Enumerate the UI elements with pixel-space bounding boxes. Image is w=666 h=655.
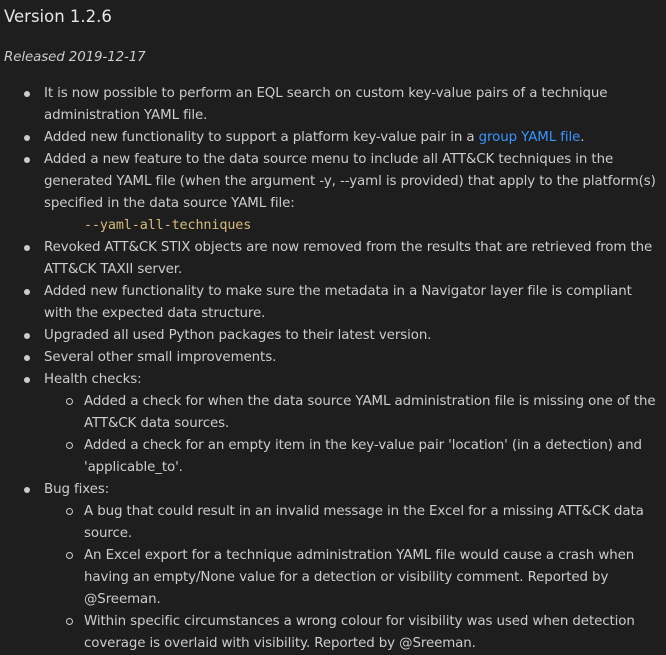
list-item bbox=[44, 237, 662, 281]
sublist-item bbox=[84, 545, 662, 611]
list-item bbox=[44, 149, 662, 237]
list-item-text-end: . bbox=[580, 130, 585, 145]
sublist-item-text: Added a check for when the data source YAML administration file is missing one of the ATT&CK data sources. bbox=[84, 394, 656, 431]
sublist-item-text: A bug that could result in an invalid message in the Excel for a missing ATT&CK data source. bbox=[84, 504, 644, 541]
list-item bbox=[44, 347, 662, 369]
list-item-text: Upgraded all used Python packages to their latest version. bbox=[44, 328, 432, 343]
list-item bbox=[44, 83, 662, 127]
group-yaml-file-link[interactable]: group YAML file bbox=[478, 130, 581, 145]
list-item-text: Added new functionality to support a platform key-value pair in a bbox=[44, 130, 479, 145]
list-item-label: Health checks: bbox=[44, 372, 142, 387]
sublist-item bbox=[84, 501, 662, 545]
release-date: Released 2019-12-17 bbox=[4, 50, 146, 65]
list-item-label: Bug fixes: bbox=[44, 482, 110, 497]
list-item-text: Revoked ATT&CK STIX objects are now removed from the results that are retrieved from the ATT&CK TAXII server. bbox=[44, 240, 653, 277]
sublist-item bbox=[84, 391, 662, 435]
sublist-item-text: Added a check for an empty item in the key-value pair 'location' (in a detection) and 'applicable_to'. bbox=[84, 438, 642, 475]
sublist-item-text: An Excel export for a technique administration YAML file would cause a crash when having an empty/None value for a detection or visibility comment. Reported by @Sreeman. bbox=[84, 548, 635, 607]
list-item bbox=[44, 127, 662, 149]
health-checks-sublist bbox=[44, 391, 662, 479]
changes-list bbox=[0, 83, 662, 655]
sublist-item bbox=[84, 435, 662, 479]
list-item-text: Added a new feature to the data source menu to include all ATT&CK techniques in the generated YAML file (when the argument -y, --yaml is provided) that apply to the platform(s) specified in the data source YAML file: bbox=[44, 152, 656, 211]
list-item bbox=[44, 325, 662, 347]
sublist-item bbox=[84, 611, 662, 655]
code-snippet: --yaml-all-techniques bbox=[84, 218, 252, 233]
list-item-text: It is now possible to perform an EQL search on custom key-value pairs of a technique administration YAML file. bbox=[44, 86, 608, 123]
sublist-item-text: Within specific circumstances a wrong colour for visibility was used when detection coverage is overlaid with visibility. Reported by @Sreeman. bbox=[84, 614, 635, 651]
list-item-text: Added new functionality to make sure the metadata in a Navigator layer file is compliant with the expected data structure. bbox=[44, 284, 632, 321]
list-item-health-checks bbox=[44, 369, 662, 479]
version-heading: Version 1.2.6 bbox=[4, 7, 112, 26]
list-item-text: Several other small improvements. bbox=[44, 350, 277, 365]
list-item-bug-fixes bbox=[44, 479, 662, 655]
bug-fixes-sublist bbox=[44, 501, 662, 655]
list-item bbox=[44, 281, 662, 325]
